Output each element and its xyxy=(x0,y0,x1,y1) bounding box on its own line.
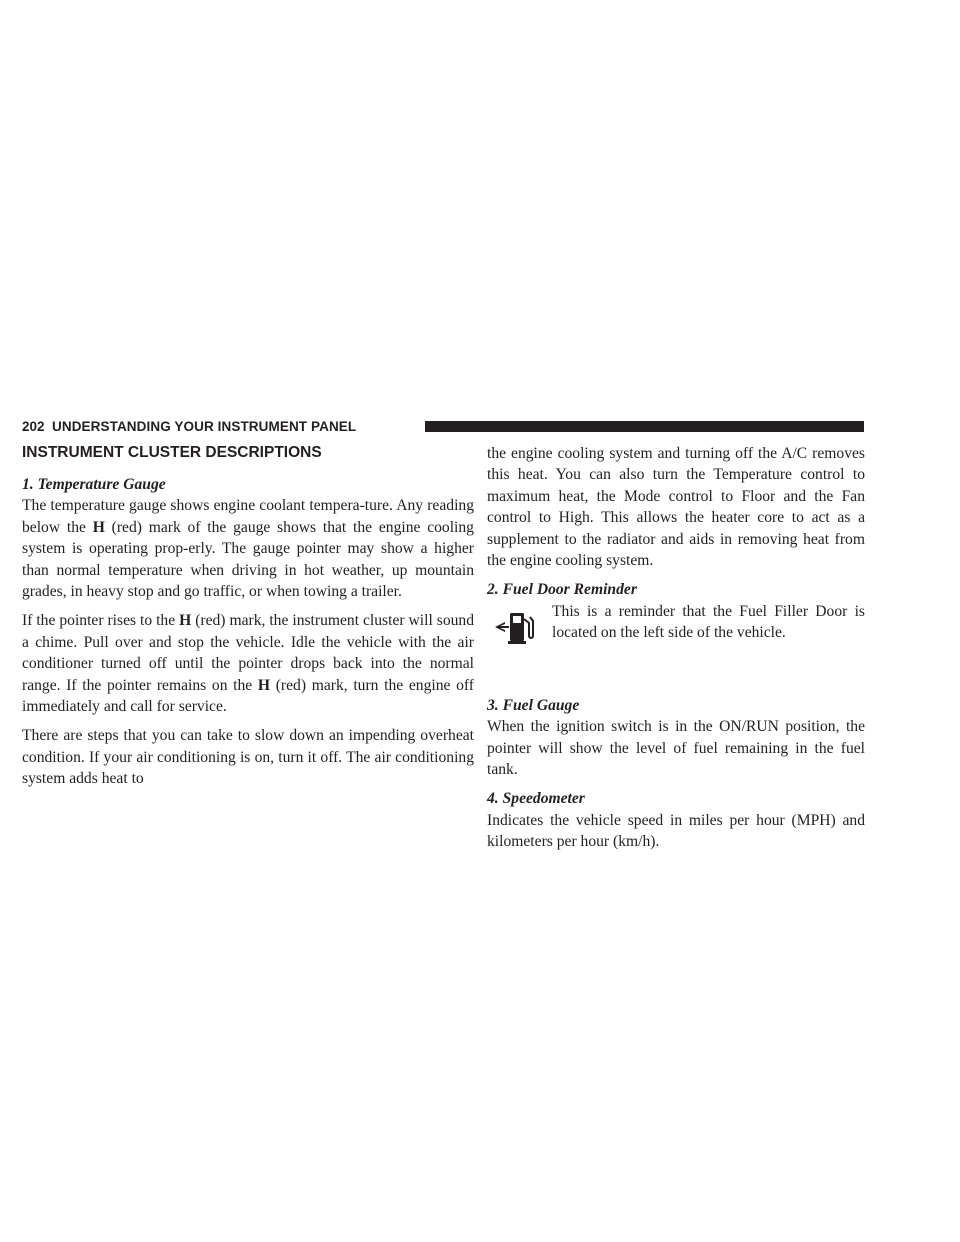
temperature-paragraph-3: There are steps that you can take to slow down an impending overheat condition. If your air conditioning is on, turn it off. The air conditioning system adds heat to xyxy=(22,727,474,788)
temperature-paragraph-1: The temperature gauge shows engine coolant tempera-ture. Any reading below the H (red) mark of the gauge shows that the engine cooling system is operating prop-erly. The gauge pointer may show a higher than normal temperature when driving in hot weather, up mountain grades, in heavy stop and go traffic, or when towing a trailer. xyxy=(22,497,474,601)
header-rule xyxy=(425,421,864,432)
fuel-pump-icon xyxy=(493,605,537,649)
fuel-door-block xyxy=(487,601,865,661)
temperature-gauge-heading: 1. Temperature Gauge xyxy=(22,476,166,493)
fuel-door-heading: 2. Fuel Door Reminder xyxy=(487,581,637,599)
temperature-paragraph-2: If the pointer rises to the H (red) mark, the instrument cluster will sound a chime. Pull over and stop the vehicle. Idle the vehicle with the air conditioner turned off until the pointer drops back into the normal range. If the pointer remains on the H (red) mark, turn the engine off immediately and call for service. xyxy=(22,612,475,716)
page-number: 202 xyxy=(22,419,45,434)
fuel-gauge-text: When the ignition switch is in the ON/RUN position, the pointer will show the level of fuel remaining in the fuel tank. xyxy=(487,718,865,779)
fuel-gauge-heading: 3. Fuel Gauge xyxy=(487,696,580,714)
speedometer-text: Indicates the vehicle speed in miles per hour (MPH) and kilometers per hour (km/h). xyxy=(487,811,865,851)
running-header: UNDERSTANDING YOUR INSTRUMENT PANEL xyxy=(52,419,357,434)
temperature-paragraph-3-continued: the engine cooling system and turning off the A/C removes this heat. You can also turn the Temperature control to maximum heat, the Mode control to Floor and the Fan control to High. This allows the heater core to act as a supplement to the radiator and aids in removing heat from the engine cooling system. xyxy=(487,445,865,570)
fuel-door-text: This is a reminder that the Fuel Filler Door is located on the left side of the vehicle. xyxy=(552,602,865,642)
right-column xyxy=(487,443,865,853)
speedometer-heading: 4. Speedometer xyxy=(487,790,585,808)
page-header xyxy=(22,418,864,438)
left-column xyxy=(22,443,474,790)
section-title: INSTRUMENT CLUSTER DESCRIPTIONS xyxy=(22,444,322,461)
